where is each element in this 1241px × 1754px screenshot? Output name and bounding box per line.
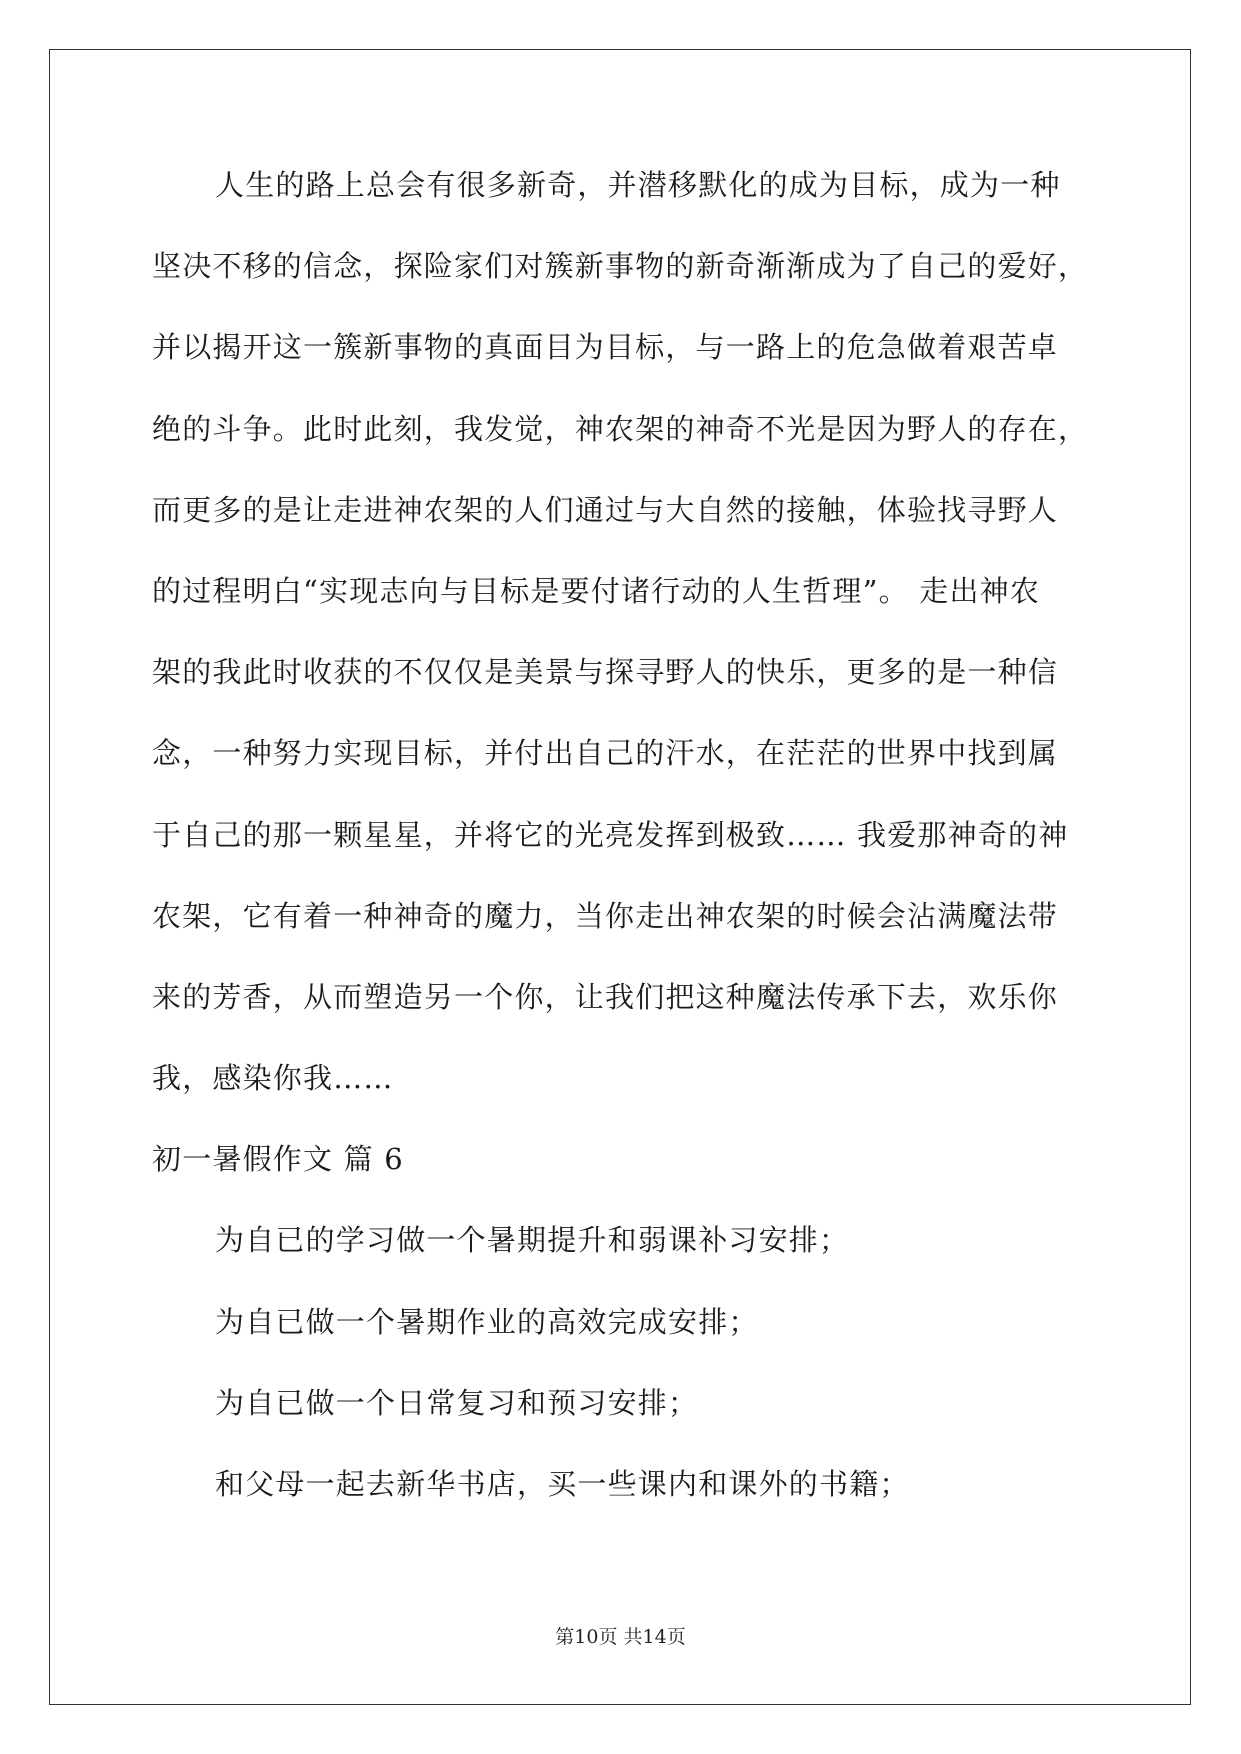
page-footer: 第10页 共14页: [555, 1626, 686, 1648]
paragraph-line: 我，感染你我……: [152, 1061, 394, 1096]
list-item: 和父母一起去新华书店，买一些课内和课外的书籍；: [215, 1467, 910, 1501]
list-item: 为自已做一个日常复习和预习安排；: [215, 1385, 699, 1420]
paragraph-line: 架的我此时收获的不仅仅是美景与探寻野人的快乐，更多的是一种信: [152, 655, 1059, 690]
paragraph-line: 绝的斗争。此时此刻，我发觉，神农架的神奇不光是因为野人的存在，: [152, 411, 1089, 446]
paragraph-line: 人生的路上总会有很多新奇，并潜移默化的成为目标，成为一种: [215, 168, 1061, 202]
section-heading: 初一暑假作文 篇 6: [152, 1142, 404, 1177]
document-body: [152, 160, 1092, 1540]
paragraph-line: 于自己的那一颗星星，并将它的光亮发挥到极致…… 我爱那神奇的神: [152, 817, 1069, 852]
paragraph-line: 来的芳香，从而塑造另一个你，让我们把这种魔法传承下去，欢乐你: [152, 979, 1059, 1014]
paragraph-line: 坚决不移的信念，探险家们对簇新事物的新奇渐渐成为了自己的爱好，: [152, 249, 1089, 284]
list-item: 为自已的学习做一个暑期提升和弱课补习安排；: [215, 1223, 850, 1258]
paragraph-line: 并以揭开这一簇新事物的真面目为目标，与一路上的危急做着艰苦卓: [152, 330, 1059, 365]
paragraph-line: 的过程明白“实现志向与目标是要付诸行动的人生哲理”。 走出神农: [152, 573, 1041, 608]
list-item: 为自已做一个暑期作业的高效完成安排；: [215, 1304, 759, 1339]
paragraph-line: 农架，它有着一种神奇的魔力，当你走出神农架的时候会沾满魔法带: [152, 898, 1059, 933]
paragraph-line: 念，一种努力实现目标，并付出自己的汗水，在茫茫的世界中找到属: [152, 736, 1059, 771]
paragraph-line: 而更多的是让走进神农架的人们通过与大自然的接触，体验找寻野人: [152, 492, 1059, 527]
